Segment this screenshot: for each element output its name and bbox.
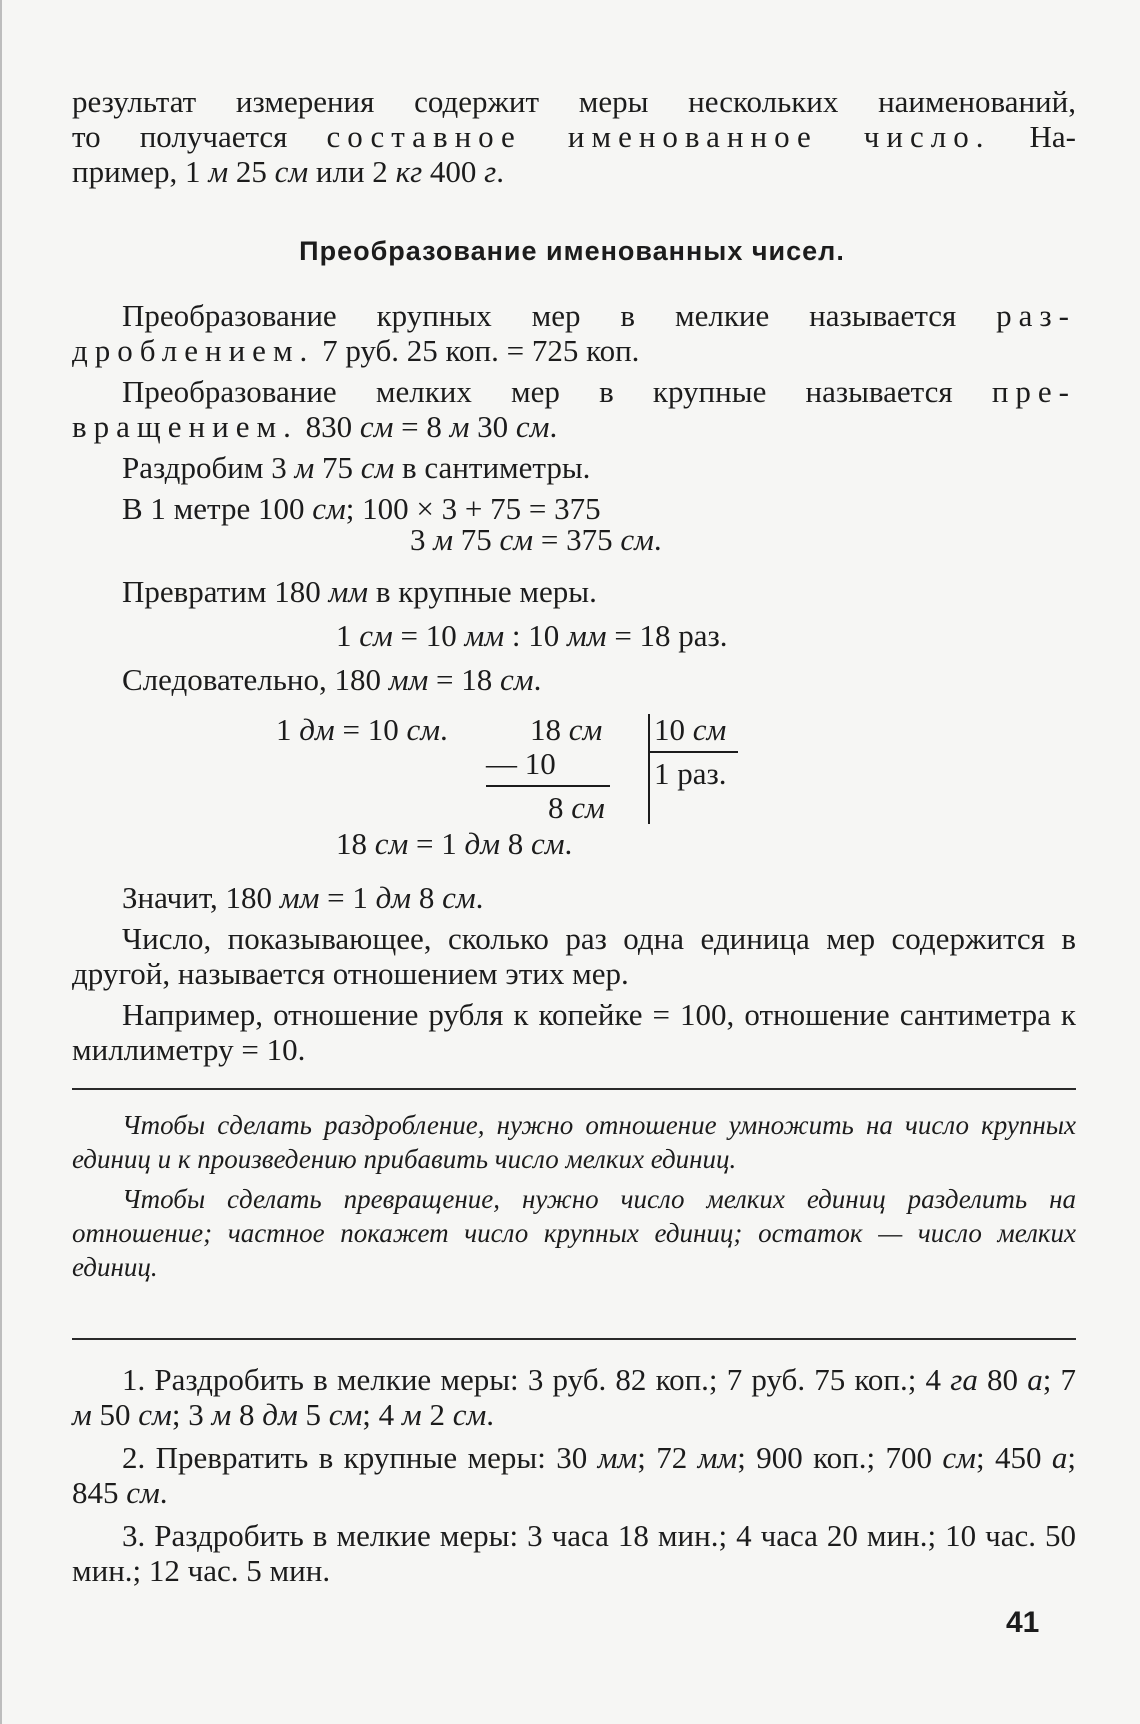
division-quotient: 1 раз.: [654, 756, 727, 791]
term-prevrashcheniye: вращением.: [72, 409, 298, 444]
p6-line: Превратим 180 мм в крупные меры.: [122, 574, 597, 609]
division-dividend: 18 см: [530, 712, 603, 747]
intro-paragraph: [72, 84, 1076, 189]
ratio-definition: Число, показывающее, сколько раз одна единица мер содержится в другой, называется отношением этих мер.: [72, 921, 1076, 991]
term-composite-number: составное именованное число.: [326, 119, 991, 154]
ratio-example: Например, отношение рубля к копейке = 100, отношение сантиметра к миллиметру = 10.: [72, 997, 1076, 1067]
p5-equation: 3 м 75 см = 375 см.: [410, 522, 662, 557]
division-underline: [486, 785, 610, 787]
rules-box: [72, 1108, 1076, 1284]
rule-bottom-divider: [72, 1338, 1076, 1340]
p1-line-1: Преобразование крупных мер в мелкие называется раз-: [122, 298, 1076, 333]
p9-line: Значит, 180 мм = 1 дм 8 см.: [122, 880, 484, 915]
conclusion: [72, 880, 1076, 1067]
p2-line-1: Преобразование мелких мер в крупные называется пре-: [122, 374, 1076, 409]
exercise-2: 2. Превратить в крупные меры: 30 мм; 72 мм; 900 коп.; 700 см; 450 а; 845 см.: [72, 1440, 1077, 1510]
division-divisor: 10 см: [654, 712, 727, 747]
division-bracket-horizontal: [648, 751, 738, 753]
rule-drobleniye: Чтобы сделать раздробление, нужно отношение умножить на число крупных единиц и к произведению прибавить число мелких единиц.: [72, 1110, 1076, 1174]
intro-line-3: пример, 1 м 25 см или 2 кг 400 г.: [72, 154, 505, 189]
p7-equation: 1 см = 10 мм : 10 мм = 18 раз.: [336, 618, 728, 653]
division-left-equation: 1 дм = 10 см.: [276, 712, 448, 747]
rule-prevrashcheniye: Чтобы сделать превращение, нужно число мелких единиц разделить на отношение; частное покажет число крупных единиц; остаток — число мелких единиц.: [72, 1184, 1076, 1282]
division-subtrahend: — 10: [486, 746, 556, 781]
exercise-1: 1. Раздробить в мелкие меры: 3 руб. 82 коп.; 7 руб. 75 коп.; 4 га 80 а; 7 м 50 см; 3 м 8 дм 5 см; 4 м 2 см.: [72, 1362, 1076, 1432]
exercises: [72, 1362, 1076, 1588]
definitions: [72, 298, 1076, 526]
p4-line: В 1 метре 100 см; 100 × 3 + 75 = 375: [122, 491, 601, 526]
division-remainder: 8 см: [548, 790, 605, 825]
p8-line: Следовательно, 180 мм = 18 см.: [122, 662, 542, 697]
division-bracket-vertical: [648, 714, 650, 824]
exercise-3: 3. Раздробить в мелкие меры: 3 часа 18 мин.; 4 часа 20 мин.; 10 час. 50 мин.; 12 час. 5 мин.: [72, 1518, 1076, 1588]
p3-line: Раздробим 3 м 75 см в сантиметры.: [122, 450, 591, 485]
intro-line-2: то получается составное именованное число. На-: [72, 119, 1076, 154]
term-drobleniye: дроблением.: [72, 333, 315, 368]
page-number: 41: [1006, 1606, 1040, 1639]
p2-line-2: вращением. 830 см = 8 м 30 см.: [72, 409, 558, 444]
section-heading: Преобразование именованных чисел.: [299, 236, 845, 266]
p1-line-2: дроблением. 7 руб. 25 коп. = 725 коп.: [72, 333, 640, 368]
rule-top-divider: [72, 1088, 1076, 1090]
division-result: 18 см = 1 дм 8 см.: [336, 826, 573, 861]
intro-line-1: результат измерения содержит меры нескольких наименований,: [72, 84, 1076, 119]
